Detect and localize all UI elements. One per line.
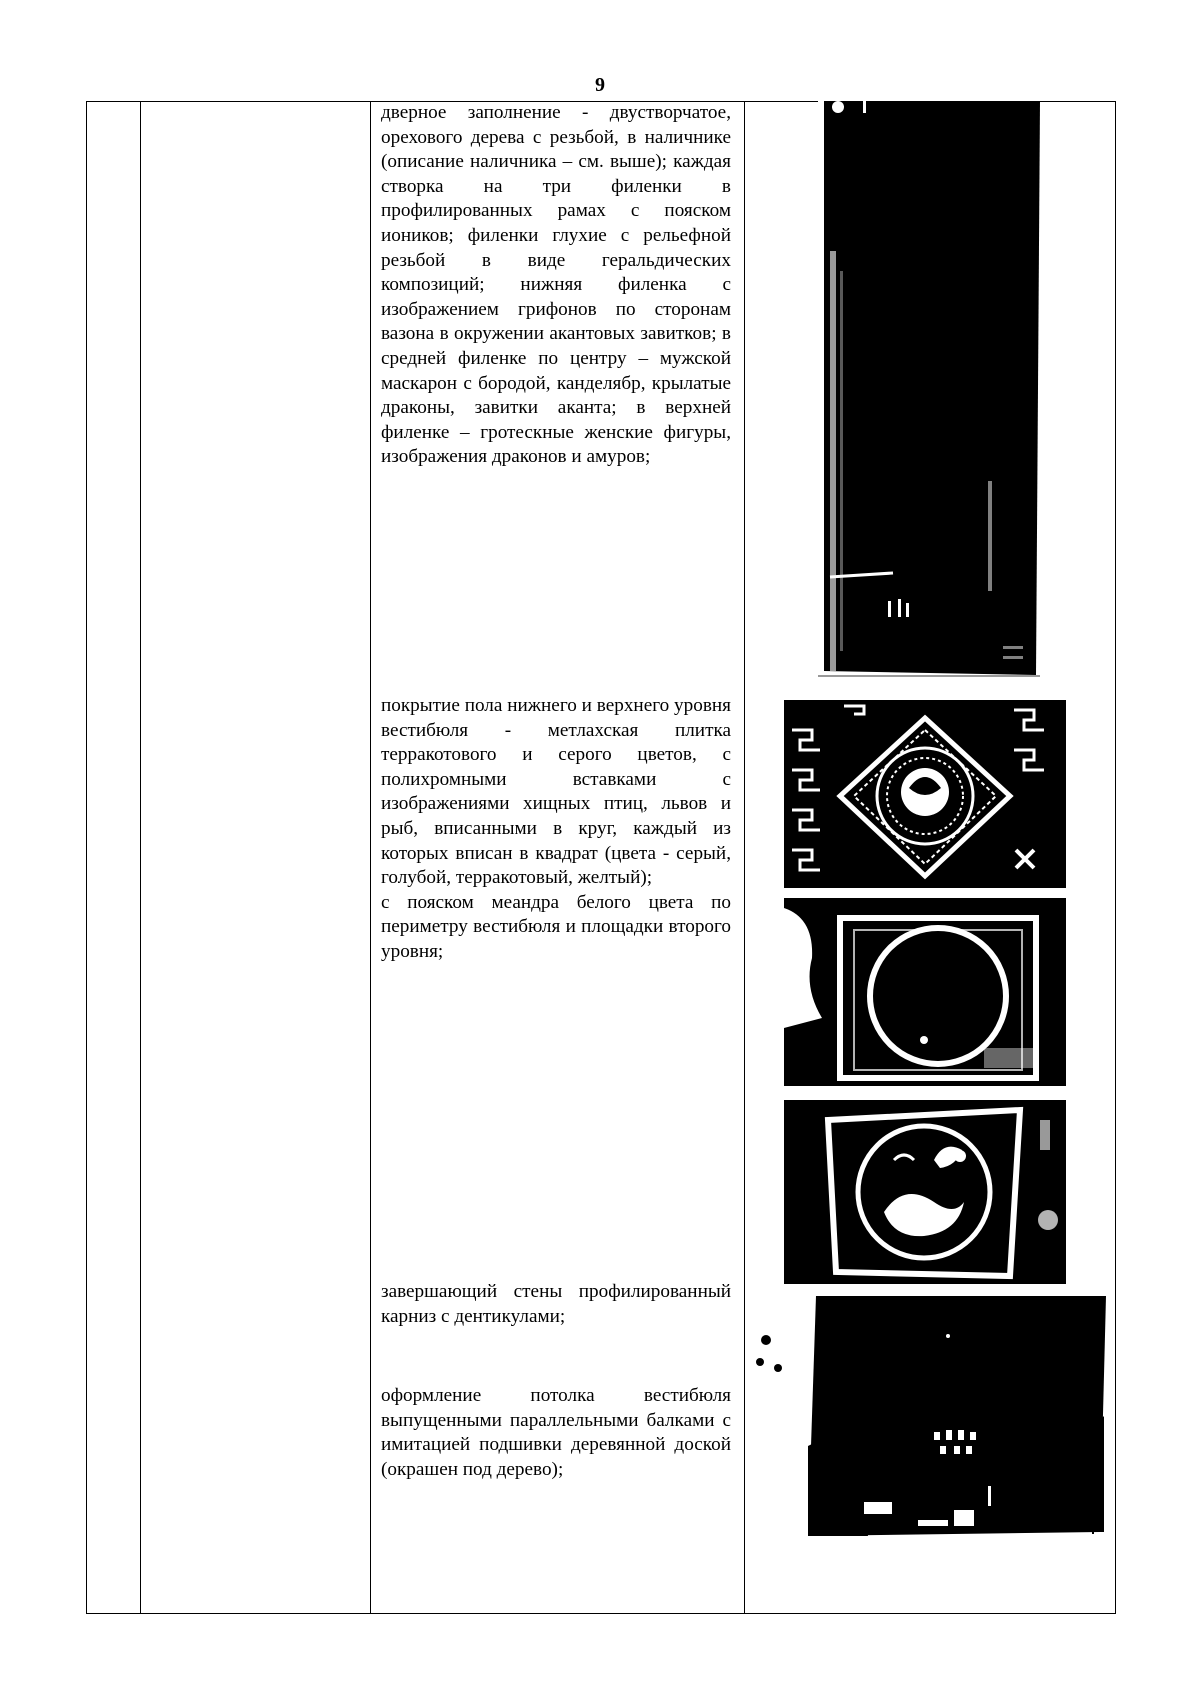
- door-description: дверное заполнение - двустворчатое, орехового дерева с резьбой, в наличнике (описание наличника – см. выше); каждая створка на три филенки в профилированных рамах с пояском иоников; филенки глухие с рельефной резьбой в виде геральдических композиций; нижняя филенка с изображением грифонов по сторонам вазона в окружении акантовых завитков; в средней филенке по центру – мужской маскарон с бородой, канделябр, крылатые драконы, завитки аканта; в верхней филенке – гротескные женские фигуры, изображения драконов и амуров;: [381, 102, 731, 468]
- ceiling-description: оформление потолка вестибюля выпущенными параллельными балками с имитацией подшивки деревянной доской (окрашен под дерево);: [381, 1385, 731, 1480]
- floor-circle-photo: [784, 898, 1066, 1086]
- floor-medallion-photo: [784, 1100, 1066, 1284]
- door-photo: [818, 101, 1040, 687]
- table-column-divider: [140, 102, 141, 1613]
- cornice-description: завершающий стены профилированный карниз с дентикулами;: [381, 1281, 731, 1327]
- ceiling-photo: [748, 1296, 1106, 1540]
- page-number: 9: [595, 74, 605, 96]
- floor-tile-photo: [784, 700, 1066, 888]
- floor-description: покрытие пола нижнего и верхнего уровня вестибюля - метлахская плитка терракотового и серого цветов, с полихромными вставками с изображениями хищных птиц, львов и рыб, вписанными в круг, каждый из которых вписан в квадрат (цвета - серый, голубой, терракотовый, желтый); с пояском меандра белого цвета по периметру вестибюля и площадки второго уровня;: [381, 695, 731, 962]
- table-column-divider: [370, 102, 371, 1613]
- table-column-divider: [744, 102, 745, 1613]
